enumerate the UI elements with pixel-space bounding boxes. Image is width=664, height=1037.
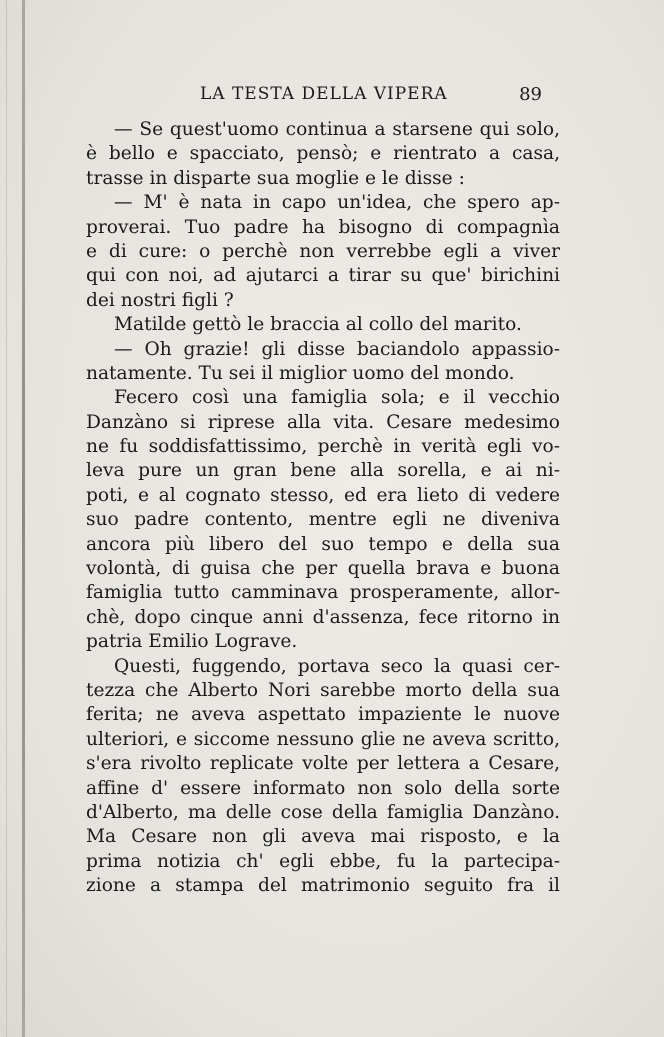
text-line: ulteriori, e siccome nessuno glie ne aveva scritto, bbox=[86, 728, 560, 750]
body-text bbox=[86, 118, 560, 899]
text-line: Ma Cesare non gli aveva mai risposto, e la bbox=[86, 826, 560, 848]
text-line: ne fu soddisfattissimo, perchè in verità egli vo- bbox=[86, 436, 560, 458]
text-line: Questi, fuggendo, portava seco la quasi cer- bbox=[114, 655, 560, 677]
text-line: — Se quest'uomo continua a starsene qui solo, bbox=[114, 119, 560, 140]
text-line: Matilde gettò le braccia al collo del marito. bbox=[114, 314, 522, 336]
page-header bbox=[88, 84, 558, 108]
text-line: leva pure un gran bene alla sorella, e ai ni- bbox=[86, 460, 560, 482]
text-line: zione a stampa del matrimonio seguito fra il bbox=[86, 875, 560, 897]
text-line: patria Emilio Lograve. bbox=[86, 631, 298, 653]
text-line: suo padre contento, mentre egli ne diveniva bbox=[86, 509, 560, 531]
text-line: volontà, di guisa che per quella brava e buona bbox=[86, 558, 560, 580]
text-line: — Oh grazie! gli disse baciandolo appassio- bbox=[114, 338, 560, 360]
text-line: Fecero così una famiglia sola; e il vecchio bbox=[114, 387, 560, 409]
text-line: poti, e al cognato stesso, ed era lieto di vedere bbox=[86, 484, 560, 506]
text-line: qui con noi, ad ajutarci a tirar su que' birichini bbox=[86, 265, 560, 287]
text-line: è bello e spacciato, pensò; e rientrato a casa, bbox=[86, 143, 560, 165]
running-title: LA TESTA DELLA VIPERA bbox=[200, 84, 448, 104]
text-line: trasse in disparte sua moglie e le disse : bbox=[86, 167, 465, 189]
text-line: ancora più libero del suo tempo e della sua bbox=[86, 533, 560, 555]
page-number: 89 bbox=[519, 84, 542, 105]
text-line: natamente. Tu sei il miglior uomo del mondo. bbox=[86, 362, 515, 384]
text-line: s'era rivolto replicate volte per lettera a Cesare, bbox=[86, 753, 560, 775]
text-line: Danzàno si riprese alla vita. Cesare medesimo bbox=[86, 411, 560, 433]
text-line: famiglia tutto camminava prosperamente, allor- bbox=[86, 582, 560, 604]
text-line: chè, dopo cinque anni d'assenza, fece ritorno in bbox=[86, 606, 560, 628]
text-line: d'Alberto, ma delle cose della famiglia Danzàno. bbox=[86, 801, 560, 823]
text-line: ferita; ne aveva aspettato impaziente le nuove bbox=[86, 704, 560, 726]
binding-gutter-line bbox=[22, 0, 25, 1037]
text-line: dei nostri figli ? bbox=[86, 289, 234, 311]
text-line: — M' è nata in capo un'idea, che spero ap- bbox=[114, 192, 560, 214]
page-edge bbox=[6, 0, 7, 1037]
text-line: affine d' essere informato non solo della sorte bbox=[86, 777, 560, 799]
text-line: tezza che Alberto Nori sarebbe morto della sua bbox=[86, 679, 560, 701]
text-line: e di cure: o perchè non verrebbe egli a viver bbox=[86, 240, 560, 262]
text-line: proverai. Tuo padre ha bisogno di compagnìa bbox=[86, 216, 560, 238]
text-line: prima notizia ch' egli ebbe, fu la partecipa- bbox=[86, 850, 560, 872]
